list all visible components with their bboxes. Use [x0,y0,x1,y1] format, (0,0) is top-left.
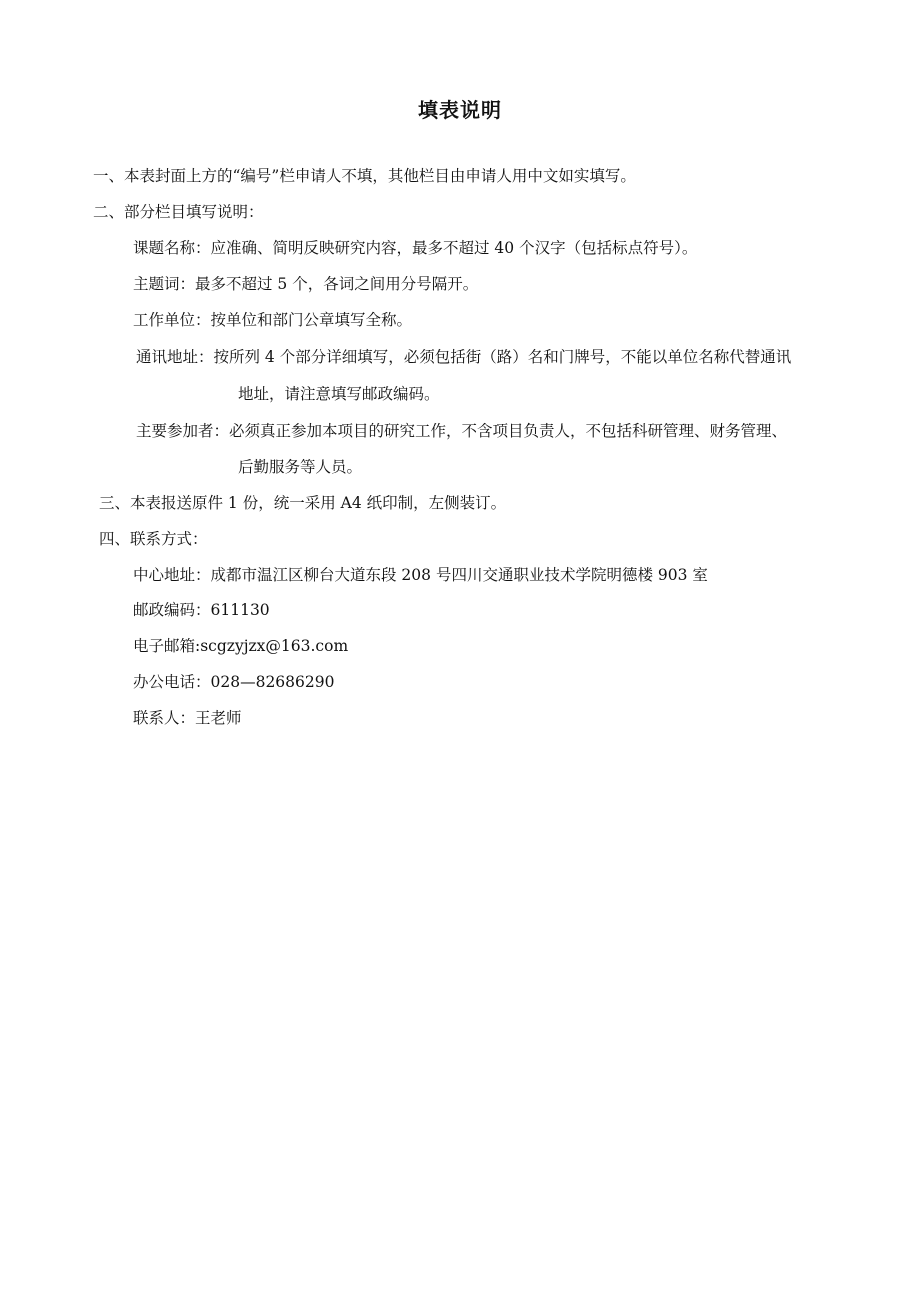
section-1: 一、本表封面上方的“编号”栏申请人不填，其他栏目由申请人用中文如实填写。 [93,167,636,185]
contact-phone: 办公电话：028—82686290 [133,673,335,691]
contact-address: 中心地址：成都市温江区柳台大道东段 208 号四川交通职业技术学院明德楼 903 室 [133,566,708,584]
section-4-heading: 四、联系方式： [99,530,208,548]
item-address-line-2: 地址，请注意填写邮政编码。 [238,385,440,403]
contact-postal-code: 邮政编码：611130 [133,601,270,619]
item-keywords: 主题词：最多不超过 5 个，各词之间用分号隔开。 [133,275,479,293]
item-work-unit: 工作单位：按单位和部门公章填写全称。 [133,311,413,329]
contact-email: 电子邮箱:scgzyjzx@163.com [133,637,349,655]
item-address-line-1: 通讯地址：按所列 4 个部分详细填写，必须包括街（路）名和门牌号，不能以单位名称代替通讯 [136,348,792,366]
contact-person: 联系人：王老师 [133,709,242,727]
section-2-heading: 二、部分栏目填写说明： [93,203,264,221]
item-participants-line-1: 主要参加者：必须真正参加本项目的研究工作，不含项目负责人，不包括科研管理、财务管理、 [136,422,788,440]
section-3: 三、本表报送原件 1 份，统一采用 A4 纸印制，左侧装订。 [99,494,507,512]
item-participants-line-2: 后勤服务等人员。 [238,458,363,476]
page-title: 填表说明 [418,98,502,122]
item-topic-name: 课题名称：应准确、简明反映研究内容，最多不超过 40 个汉字（包括标点符号）。 [133,239,698,257]
